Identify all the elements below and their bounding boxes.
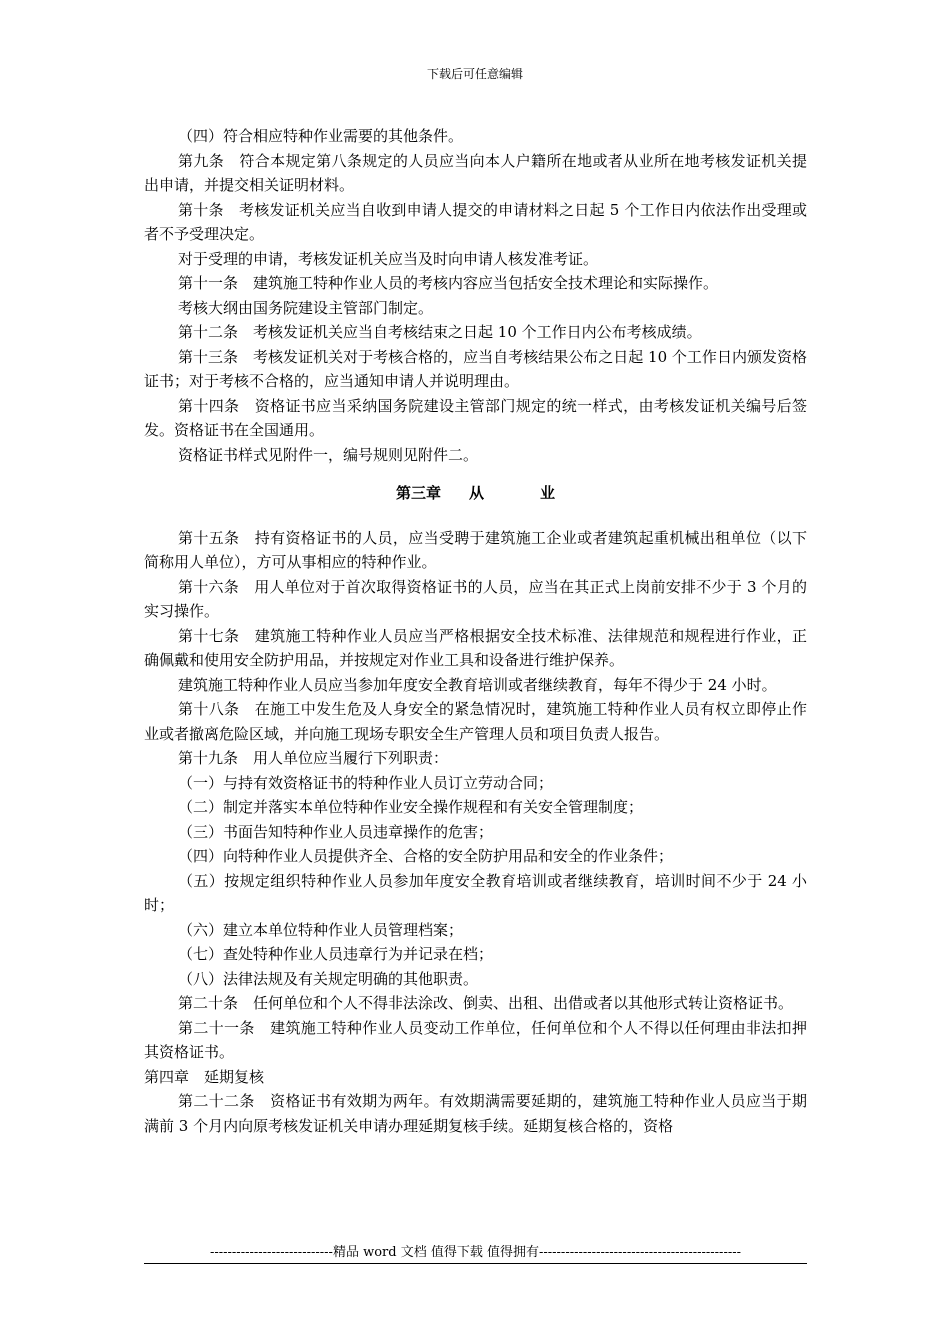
- paragraph: 考核大纲由国务院建设主管部门制定。: [178, 298, 434, 317]
- chapter-title-char: 业: [540, 484, 556, 502]
- page-footer: ----------------------------精品 word 文档 值得下载 值得拥有----------------------------------------------: [209, 1245, 742, 1260]
- paragraph: 第十七条 建筑施工特种作业人员应当严格根据安全技术标准、法律规范和规程进行作业，正确佩戴和使用安全防护用品，并按规定对作业工具和设备进行维护保养。: [144, 626, 807, 669]
- chapter-number: 第三章: [395, 484, 441, 502]
- paragraph: 第十八条 在施工中发生危及人身安全的紧急情况时，建筑施工特种作业人员有权立即停止作业或者撤离危险区域，并向施工现场专职安全生产管理人员和项目负责人报告。: [144, 700, 807, 743]
- list-item: （一）与持有效资格证书的特种作业人员订立劳动合同；: [178, 773, 554, 792]
- paragraph: 第九条 符合本规定第八条规定的人员应当向本人户籍所在地或者从业所在地考核发证机关提出申请，并提交相关证明材料。: [144, 151, 807, 194]
- footer-divider: [144, 1263, 807, 1264]
- list-item: （三）书面告知特种作业人员违章操作的危害；: [178, 822, 494, 841]
- paragraph: 第十四条 资格证书应当采纳国务院建设主管部门规定的统一样式，由考核发证机关编号后签发。资格证书在全国通用。: [144, 396, 807, 439]
- paragraph: 第二十条 任何单位和个人不得非法涂改、倒卖、出租、出借或者以其他形式转让资格证书。: [178, 994, 794, 1012]
- list-item: （七）查处特种作业人员违章行为并记录在档；: [178, 945, 494, 963]
- paragraph: （四）符合相应特种作业需要的其他条件。: [178, 127, 464, 145]
- paragraph: 对于受理的申请，考核发证机关应当及时向申请人核发准考证。: [178, 249, 599, 268]
- paragraph: 第十条 考核发证机关应当自收到申请人提交的申请材料之日起 5 个工作日内依法作出受理或者不予受理决定。: [144, 200, 807, 243]
- paragraph: 第二十一条 建筑施工特种作业人员变动工作单位，任何单位和个人不得以任何理由非法扣押其资格证书。: [144, 1018, 807, 1061]
- paragraph: 第十一条 建筑施工特种作业人员的考核内容应当包括安全技术理论和实际操作。: [178, 274, 719, 292]
- page-header: 下载后可任意编辑: [426, 67, 523, 81]
- paragraph: 建筑施工特种作业人员应当参加年度安全教育培训或者继续教育，每年不得少于 24 小时。: [178, 675, 777, 694]
- paragraph: 第二十二条 资格证书有效期为两年。有效期满需要延期的，建筑施工特种作业人员应当于期满前 3 个月内向原考核发证机关申请办理延期复核手续。延期复核合格的，资格: [144, 1092, 807, 1135]
- paragraph: 第十五条 持有资格证书的人员，应当受聘于建筑施工企业或者建筑起重机械出租单位（以下简称用人单位），方可从事相应的特种作业。: [144, 528, 807, 571]
- list-item: （八）法律法规及有关规定明确的其他职责。: [178, 969, 479, 988]
- paragraph: 第十九条 用人单位应当履行下列职责：: [178, 749, 449, 767]
- list-item: （四）向特种作业人员提供齐全、合格的安全防护用品和安全的作业条件；: [178, 847, 674, 865]
- paragraph: 第十三条 考核发证机关对于考核合格的，应当自考核结果公布之日起 10 个工作日内颁发资格证书；对于考核不合格的，应当通知申请人并说明理由。: [144, 347, 807, 390]
- chapter-title-char: 从: [468, 484, 484, 502]
- chapter-heading-inline: 第四章 延期复核: [144, 1067, 265, 1086]
- chapter-heading: [144, 481, 807, 506]
- list-item: （六）建立本单位特种作业人员管理档案；: [178, 920, 464, 939]
- paragraph: 第十六条 用人单位对于首次取得资格证书的人员，应当在其正式上岗前安排不少于 3 个月的实习操作。: [144, 577, 807, 620]
- document-body: [144, 124, 807, 1138]
- paragraph: 资格证书样式见附件一，编号规则见附件二。: [178, 445, 479, 464]
- list-item: （五）按规定组织特种作业人员参加年度安全教育培训或者继续教育，培训时间不少于 24 小时；: [144, 871, 807, 914]
- list-item: （二）制定并落实本单位特种作业安全操作规程和有关安全管理制度；: [178, 798, 644, 816]
- paragraph: 第十二条 考核发证机关应当自考核结束之日起 10 个工作日内公布考核成绩。: [178, 323, 702, 341]
